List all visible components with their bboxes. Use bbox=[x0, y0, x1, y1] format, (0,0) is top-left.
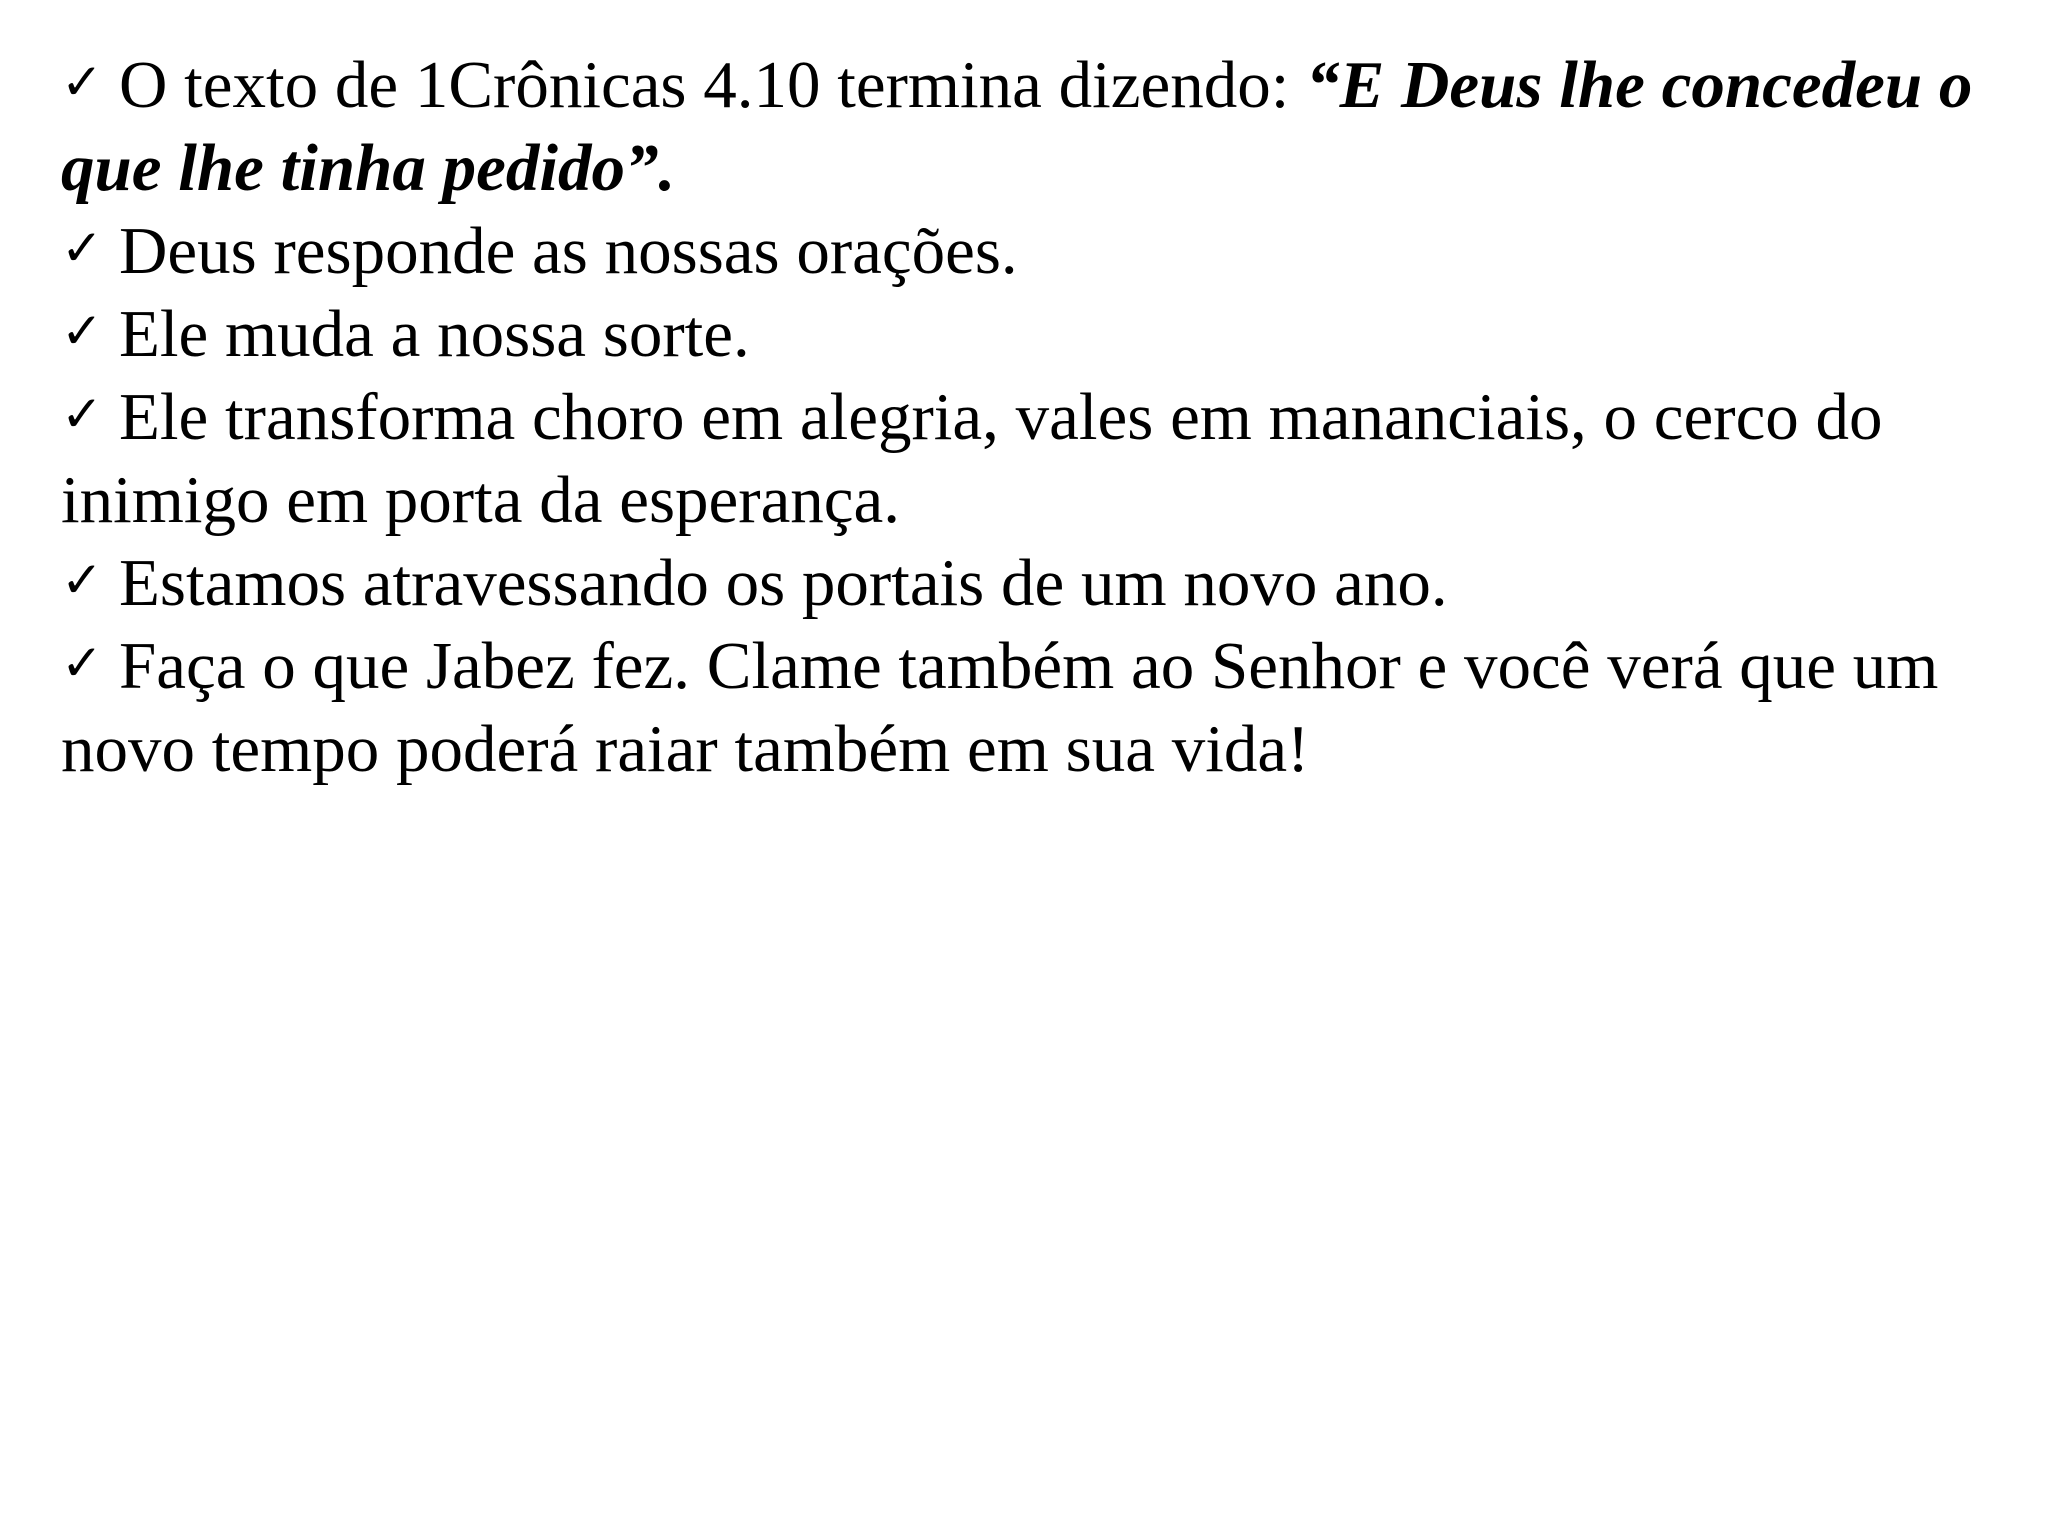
bullet-text: Ele transforma choro em alegria, vales em mananciais, o cerco do inimigo em porta da esperança. bbox=[61, 380, 1883, 537]
bible-quote: “E Deus lhe concedeu o que lhe tinha pedido”. bbox=[61, 48, 1973, 205]
bullet-text: Deus responde as nossas orações. bbox=[119, 214, 1018, 288]
bullet-item-6 bbox=[61, 625, 2021, 791]
bullet-text: Estamos atravessando os portais de um novo ano. bbox=[119, 546, 1448, 620]
bullet-item-4 bbox=[61, 376, 2021, 542]
bullet-text: Faça o que Jabez fez. Clame também ao Senhor e você verá que um novo tempo poderá raiar também em sua vida! bbox=[61, 629, 1939, 786]
bullet-text: O texto de 1Crônicas 4.10 termina dizendo: bbox=[119, 48, 1307, 122]
check-mark-icon: ✓ bbox=[61, 53, 103, 111]
bullet-list bbox=[61, 44, 2021, 791]
bullet-item-5 bbox=[61, 542, 2021, 625]
bullet-item-2 bbox=[61, 210, 2021, 293]
bullet-text: Ele muda a nossa sorte. bbox=[119, 297, 750, 371]
bullet-item-1 bbox=[61, 44, 2021, 210]
check-mark-icon: ✓ bbox=[61, 551, 103, 609]
check-mark-icon: ✓ bbox=[61, 219, 103, 277]
bullet-item-3 bbox=[61, 293, 2021, 376]
check-mark-icon: ✓ bbox=[61, 385, 103, 443]
check-mark-icon: ✓ bbox=[61, 302, 103, 360]
check-mark-icon: ✓ bbox=[61, 634, 103, 692]
